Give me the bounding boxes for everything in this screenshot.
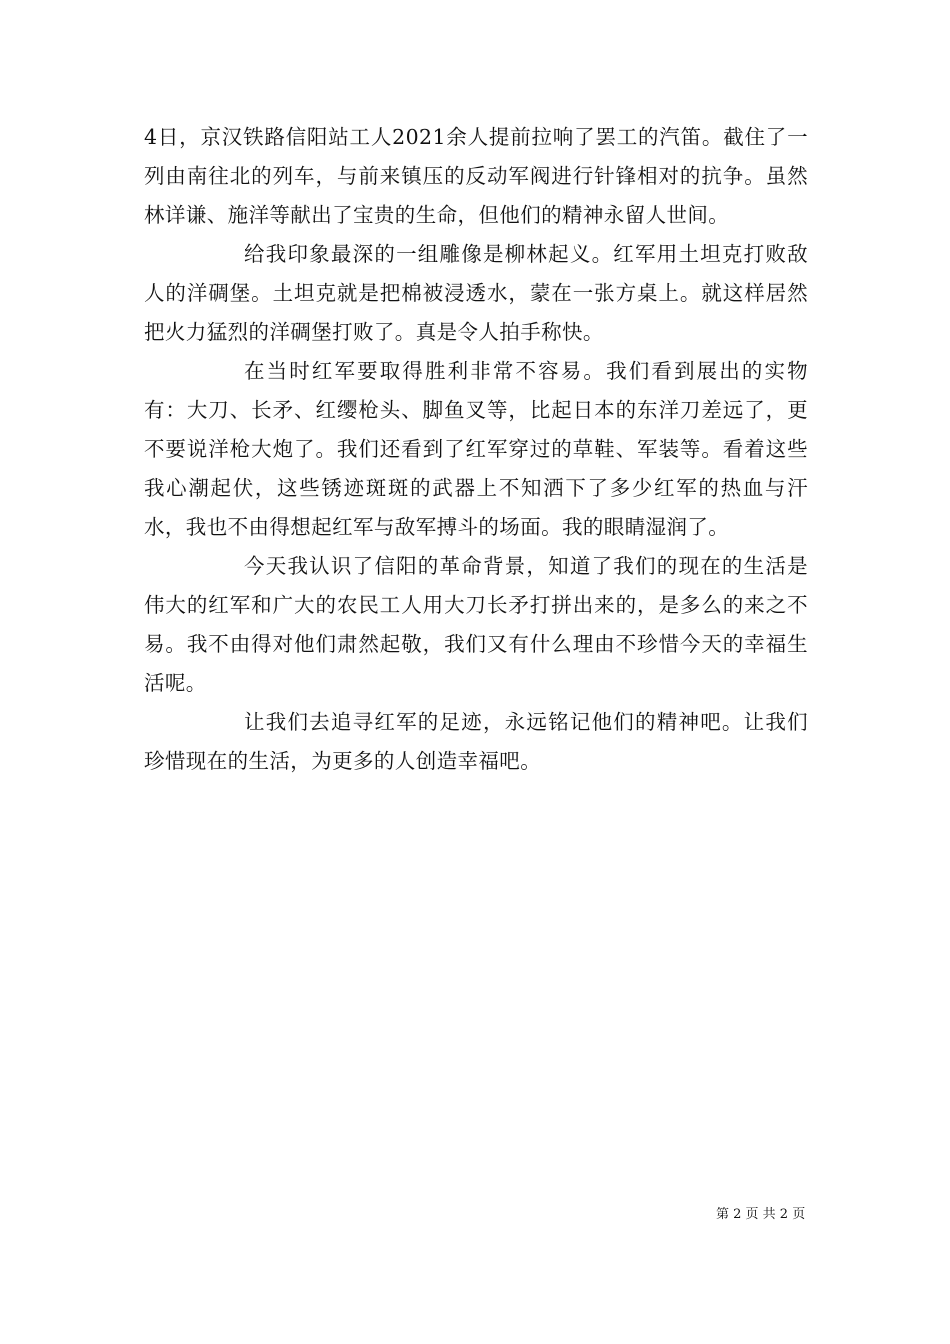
paragraph-conclusion: 让我们去追寻红军的足迹，永远铭记他们的精神吧。让我们珍惜现在的生活，为更多的人创造幸福吧。 bbox=[144, 710, 808, 773]
paragraph-exhibits: 在当时红军要取得胜利非常不容易。我们看到展出的实物有：大刀、长矛、红缨枪头、脚鱼叉等，比起日本的东洋刀差远了，更不要说洋枪大炮了。我们还看到了红军穿过的草鞋、军装等。看着这些我心潮起伏，这些锈迹斑斑的武器上不知洒下了多少红军的热血与汗水，我也不由得想起红军与敌军搏斗的场面。我的眼睛湿润了。 bbox=[144, 359, 808, 539]
paragraph-reflection: 今天我认识了信阳的革命背景，知道了我们的现在的生活是伟大的红军和广大的农民工人用大刀长矛打拼出来的，是多么的来之不易。我不由得对他们肃然起敬，我们又有什么理由不珍惜今天的幸福生活呢。 bbox=[144, 554, 808, 695]
paragraph-continuation: 4日，京汉铁路信阳站工人2021余人提前拉响了罢工的汽笛。截住了一列由南往北的列车，与前来镇压的反动军阀进行针锋相对的抗争。虽然林详谦、施洋等献出了宝贵的生命，但他们的精神永留人世间。 bbox=[144, 125, 808, 227]
page-number: 第 2 页 共 2 页 bbox=[716, 1207, 806, 1222]
paragraph-liulin-uprising: 给我印象最深的一组雕像是柳林起义。红军用土坦克打败敌人的洋碉堡。土坦克就是把棉被浸透水，蒙在一张方桌上。就这样居然把火力猛烈的洋碉堡打败了。真是令人拍手称快。 bbox=[144, 242, 808, 344]
document-body bbox=[144, 118, 808, 781]
